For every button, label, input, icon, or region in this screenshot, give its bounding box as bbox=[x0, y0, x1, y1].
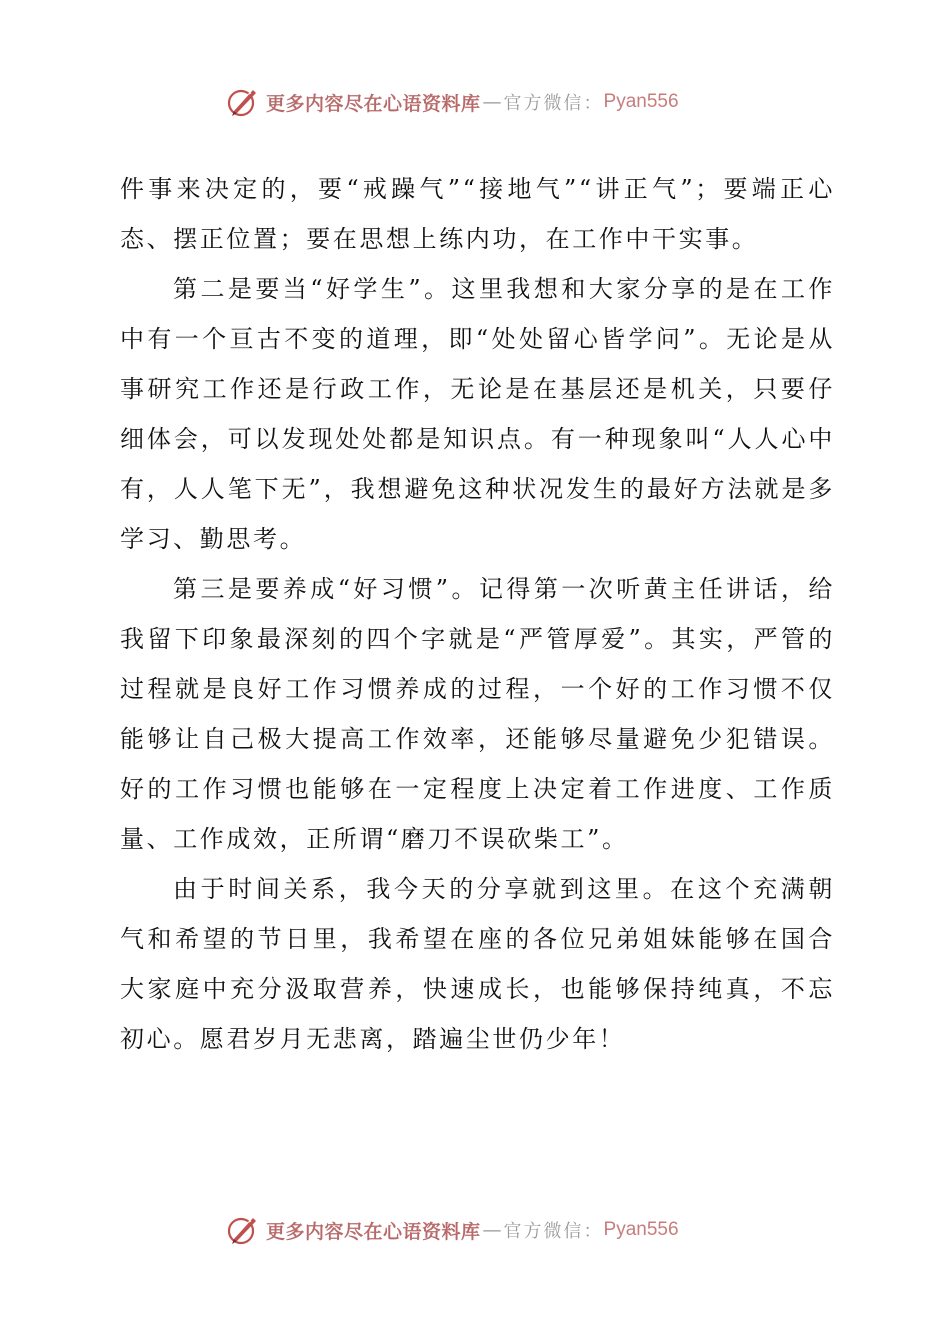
paragraph-good-habits: 第三是要养成“好习惯”。记得第一次听黄主任讲话，给我留下印象最深刻的四个字就是“严管厚爱”。其实，严管的过程就是良好工作习惯养成的过程，一个好的工作习惯不仅能够让自己极大提高工作效率，还能够尽量避免少犯错误。好的工作习惯也能够在一定程度上决定着工作进度、工作质量、工作成效，正所谓“磨刀不误砍柴工”。 bbox=[120, 575, 835, 853]
footer-brand-text: 更多内容尽在心语资料库 bbox=[266, 1220, 481, 1243]
header-account: Pyan556 bbox=[603, 91, 679, 112]
quill-pen-circle-icon bbox=[226, 85, 260, 119]
header-banner bbox=[226, 82, 746, 122]
header-wechat-label: 官方微信： bbox=[503, 93, 604, 114]
footer-account: Pyan556 bbox=[603, 1219, 679, 1240]
footer-banner bbox=[226, 1210, 746, 1250]
footer-wechat-label: 官方微信： bbox=[503, 1221, 604, 1242]
header-brand-text: 更多内容尽在心语资料库 bbox=[266, 92, 481, 115]
paragraph-continuation: 件事来决定的，要“戒躁气”“接地气”“讲正气”；要端正心态、摆正位置；要在思想上练内功，在工作中干实事。 bbox=[120, 175, 835, 253]
footer-dash: — bbox=[482, 1219, 502, 1241]
document-body bbox=[120, 164, 835, 1064]
quill-pen-circle-icon bbox=[226, 1213, 260, 1247]
paragraph-good-student: 第二是要当“好学生”。这里我想和大家分享的是在工作中有一个亘古不变的道理，即“处处留心皆学问”。无论是从事研究工作还是行政工作，无论是在基层还是机关，只要仔细体会，可以发现处处都是知识点。有一种现象叫“人人心中有，人人笔下无”，我想避免这种状况发生的最好方法就是多学习、勤思考。 bbox=[120, 275, 835, 553]
paragraph-closing: 由于时间关系，我今天的分享就到这里。在这个充满朝气和希望的节日里，我希望在座的各位兄弟姐妹能够在国合大家庭中充分汲取营养，快速成长，也能够保持纯真，不忘初心。愿君岁月无悲离，踏遍尘世仍少年！ bbox=[120, 875, 835, 1053]
header-dash: — bbox=[482, 91, 502, 113]
